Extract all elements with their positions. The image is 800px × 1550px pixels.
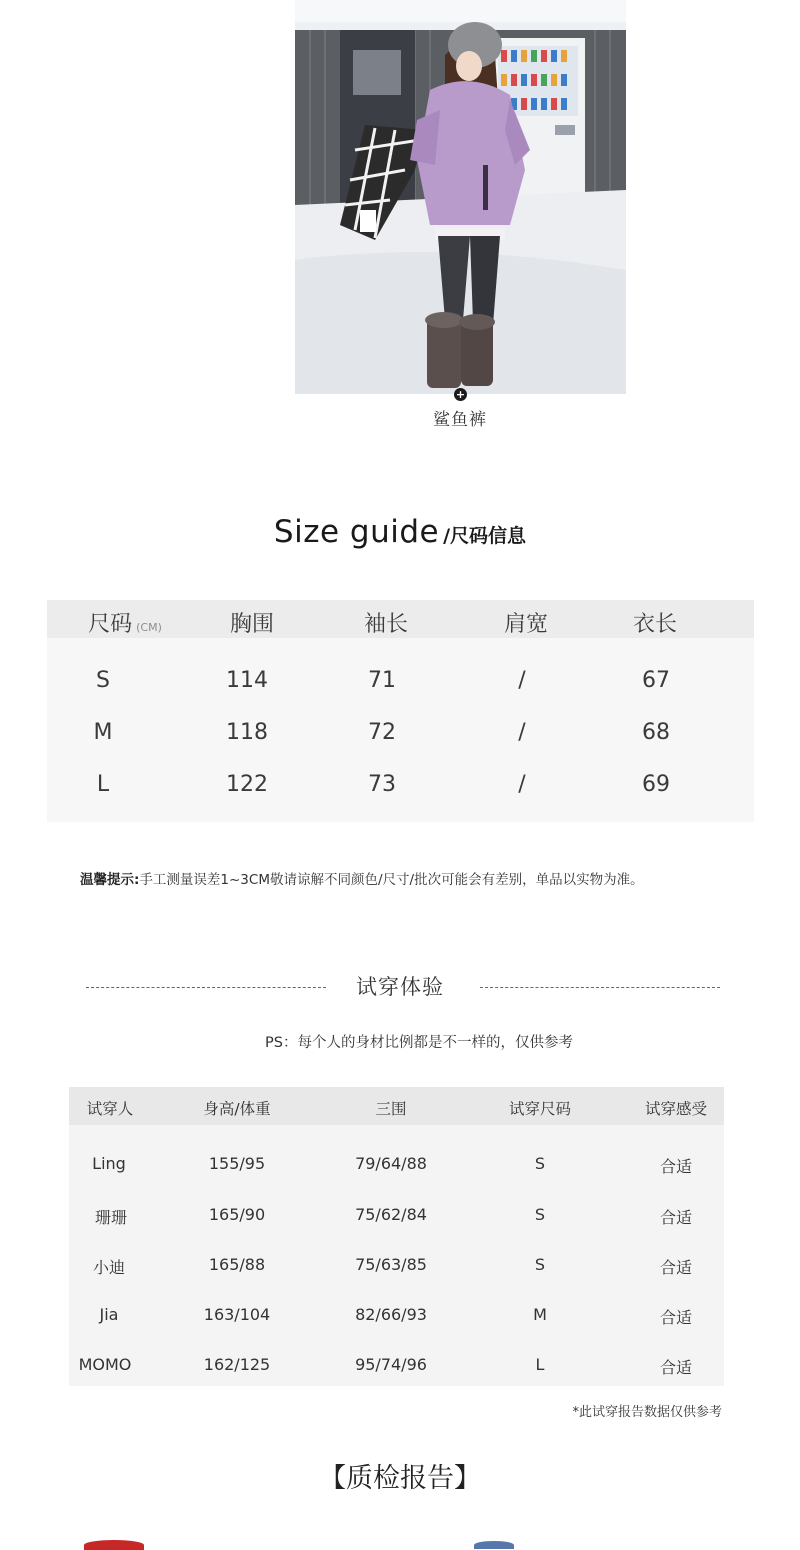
table-row [69, 1247, 724, 1287]
size-cell: 71 [368, 668, 396, 693]
size-cell: 73 [368, 772, 396, 797]
try-header-size: 试穿尺码 [508, 1100, 572, 1118]
table-row [69, 1347, 724, 1387]
try-cell: 小迪 [92, 1258, 126, 1277]
quality-report-title: 【质检报告】 [319, 1463, 481, 1494]
size-row [47, 714, 754, 754]
product-tag-label: 鲨鱼裤 [433, 410, 487, 430]
size-cell: 69 [642, 772, 670, 797]
report-logo-red [84, 1540, 144, 1550]
try-header-measurements: 三围 [375, 1100, 407, 1118]
try-on-ps: PS：每个人的身材比例都是不一样的，仅供参考 [265, 1035, 573, 1051]
size-cell: / [518, 720, 526, 745]
try-on-title: 试穿体验 [356, 975, 444, 999]
size-header-length: 衣长 [632, 612, 678, 637]
try-on-section-title [0, 970, 800, 1004]
size-unit: (CM) [136, 621, 162, 634]
try-cell: 75/63/85 [355, 1255, 427, 1274]
try-cell: 162/125 [203, 1355, 271, 1374]
try-cell: 165/90 [208, 1205, 266, 1224]
try-cell: M [533, 1305, 547, 1324]
try-cell: 75/62/84 [355, 1205, 427, 1224]
table-row [69, 1297, 724, 1337]
try-on-table [69, 1087, 724, 1386]
size-header-sleeve: 袖长 [363, 612, 409, 637]
size-row [47, 766, 754, 806]
divider-right [480, 987, 720, 988]
try-cell: Jia [99, 1305, 119, 1324]
size-cell: 118 [226, 720, 268, 745]
try-cell: 163/104 [203, 1305, 271, 1324]
size-header-size: 尺码 (CM) [88, 612, 162, 637]
size-guide-title-en: Size guide [273, 514, 440, 550]
plus-icon[interactable]: + [455, 388, 466, 401]
size-cell: S [96, 668, 110, 693]
report-logo-blue [474, 1541, 514, 1549]
try-cell: L [535, 1355, 545, 1374]
try-cell: 155/95 [208, 1154, 266, 1173]
try-cell: 合适 [659, 1358, 693, 1377]
try-cell: 79/64/88 [355, 1154, 427, 1173]
size-cell: / [518, 668, 526, 693]
size-cell: L [96, 772, 110, 797]
try-cell: S [534, 1255, 546, 1274]
size-cell: 114 [226, 668, 268, 693]
size-guide-title [0, 514, 800, 550]
size-cell: / [518, 772, 526, 797]
try-cell: Ling [92, 1154, 126, 1173]
try-cell: 合适 [659, 1208, 693, 1227]
size-cell: 122 [226, 772, 268, 797]
size-header-shoulder: 肩宽 [503, 612, 549, 637]
table-row [69, 1146, 724, 1186]
try-on-note: *此试穿报告数据仅供参考 [572, 1405, 722, 1420]
measurement-notice [80, 868, 780, 888]
try-cell: 82/66/93 [355, 1305, 427, 1324]
try-cell: 合适 [659, 1258, 693, 1277]
try-cell: 合适 [659, 1308, 693, 1327]
try-header-height-weight: 身高/体重 [203, 1100, 271, 1118]
size-header-chest: 胸围 [229, 612, 275, 637]
try-cell: 95/74/96 [355, 1355, 427, 1374]
try-cell: S [534, 1205, 546, 1224]
try-cell: 珊珊 [94, 1208, 128, 1227]
size-guide-title-cn: /尺码信息 [443, 525, 527, 547]
try-cell: S [534, 1154, 546, 1173]
size-cell: 67 [642, 668, 670, 693]
size-table [47, 600, 754, 822]
product-photo [295, 0, 626, 394]
try-cell: 165/88 [208, 1255, 266, 1274]
size-cell: 72 [368, 720, 396, 745]
size-cell: M [93, 720, 113, 745]
try-on-table-header [69, 1087, 724, 1125]
size-cell: 68 [642, 720, 670, 745]
try-header-feel: 试穿感受 [644, 1100, 708, 1118]
table-row [69, 1197, 724, 1237]
size-row [47, 662, 754, 702]
try-cell: 合适 [659, 1157, 693, 1176]
notice-label: 温馨提示: [80, 872, 140, 888]
notice-text: 手工测量误差1~3CM敬请谅解不同颜色/尺寸/批次可能会有差别，单品以实物为准。 [139, 872, 644, 888]
try-header-person: 试穿人 [86, 1100, 134, 1118]
try-cell: MOMO [78, 1355, 132, 1374]
size-table-header [47, 600, 754, 638]
